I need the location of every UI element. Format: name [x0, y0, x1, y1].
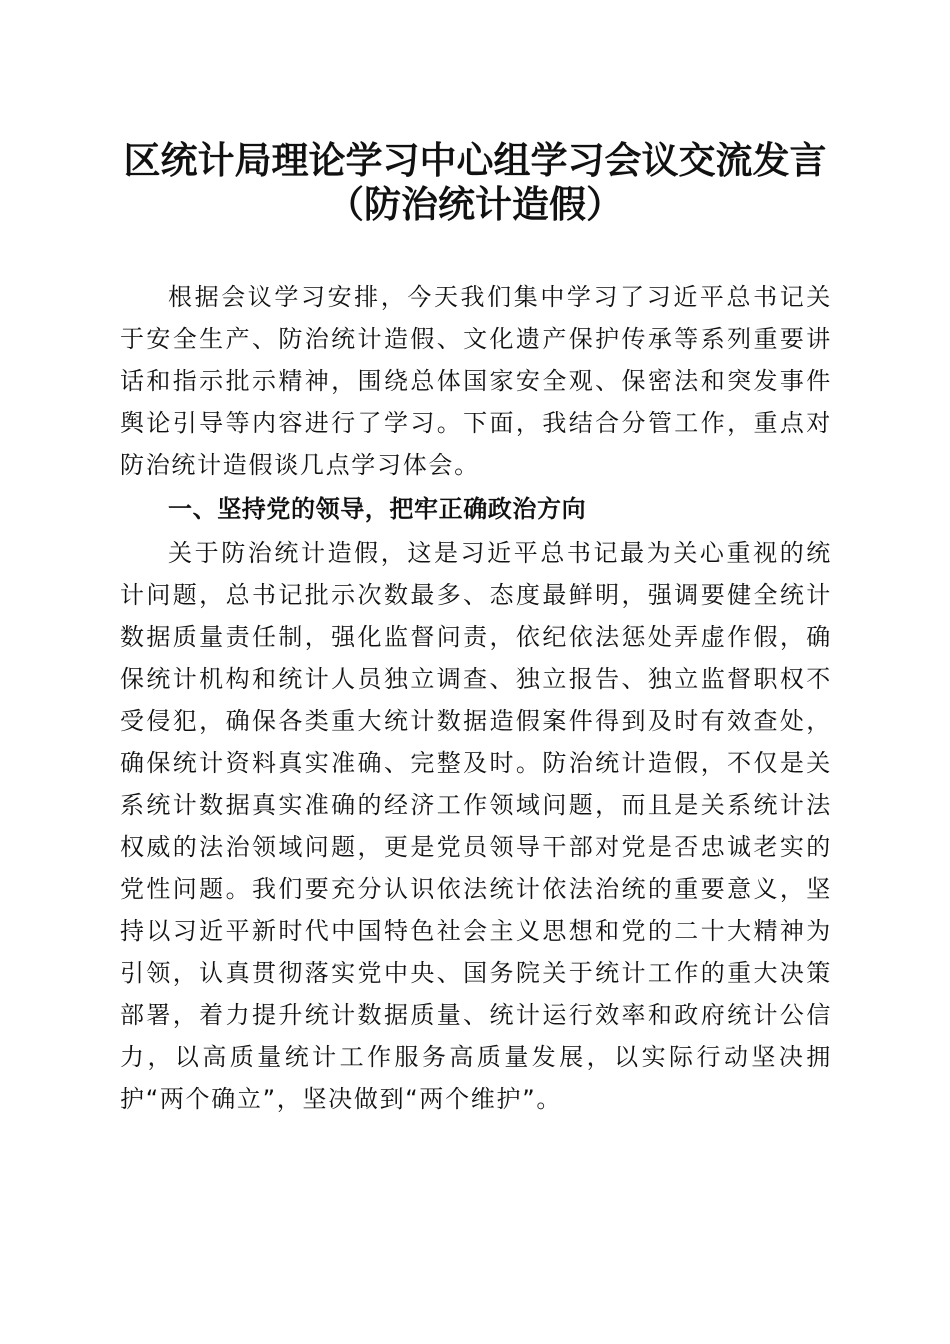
title-line-1: 区统计局理论学习中心组学习会议交流发言	[123, 138, 827, 182]
document-title	[0, 138, 950, 226]
intro-paragraph: 根据会议学习安排，今天我们集中学习了习近平总书记关于安全生产、防治统计造假、文化遗产保护传承等系列重要讲话和指示批示精神，围绕总体国家安全观、保密法和突发事件舆论引导等内容进行了学习。下面，我结合分管工作，重点对防治统计造假谈几点学习体会。	[120, 283, 832, 479]
title-line-2: （防治统计造假）	[327, 182, 623, 226]
document-body	[120, 276, 832, 1120]
section-heading-1: 一、坚持党的领导，把牢正确政治方向	[168, 495, 587, 523]
section-1-paragraph: 关于防治统计造假，这是习近平总书记最为关心重视的统计问题，总书记批示次数最多、态度最鲜明，强调要健全统计数据质量责任制，强化监督问责，依纪依法惩处弄虚作假，确保统计机构和统计人员独立调查、独立报告、独立监督职权不受侵犯，确保各类重大统计数据造假案件得到及时有效查处，确保统计资料真实准确、完整及时。防治统计造假，不仅是关系统计数据真实准确的经济工作领域问题，而且是关系统计法权威的法治领域问题，更是党员领导干部对党是否忠诚老实的党性问题。我们要充分认识依法统计依法治统的重要意义，坚持以习近平新时代中国特色社会主义思想和党的二十大精神为引领，认真贯彻落实党中央、国务院关于统计工作的重大决策部署，着力提升统计数据质量、统计运行效率和政府统计公信力，以高质量统计工作服务高质量发展，以实际行动坚决拥护“两个确立”，坚决做到“两个维护”。	[120, 539, 832, 1113]
